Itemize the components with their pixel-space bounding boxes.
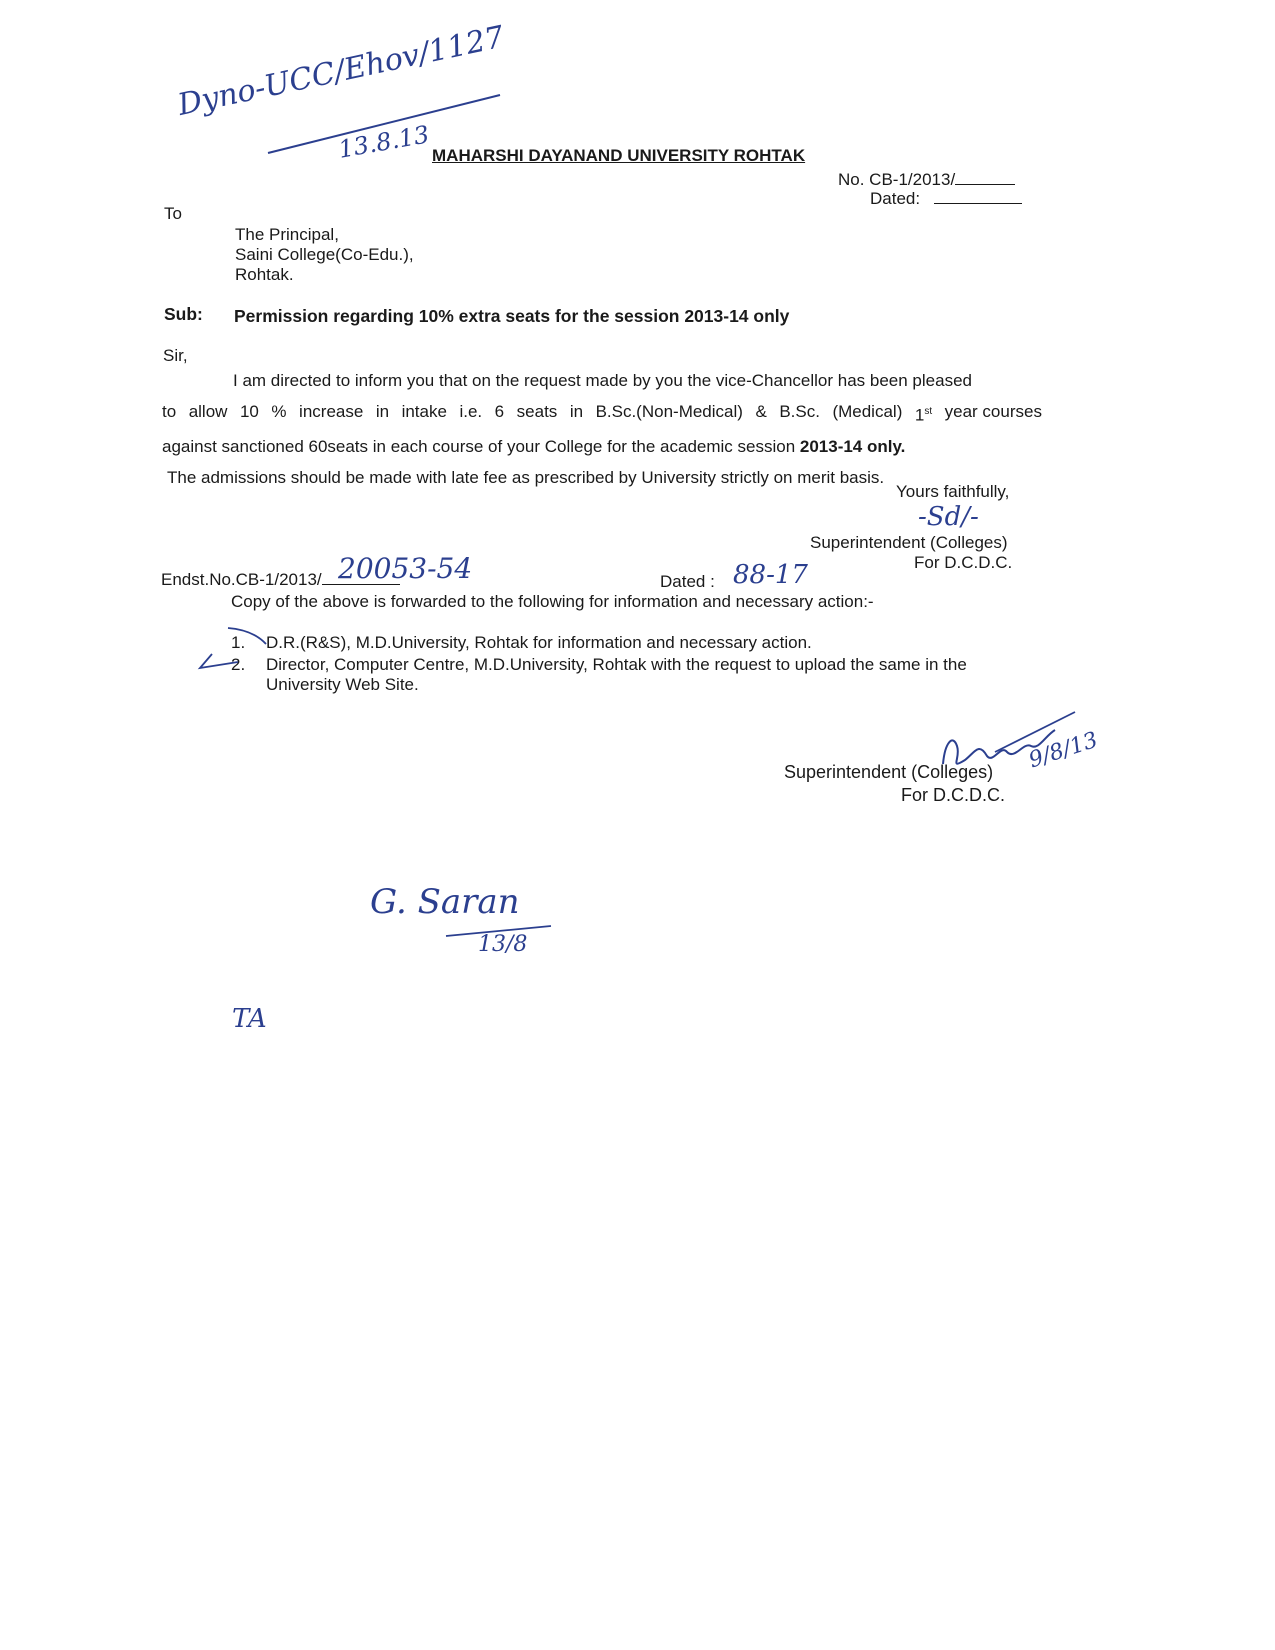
body-line-2-word: to bbox=[162, 402, 177, 421]
body-paragraph bbox=[162, 365, 1042, 493]
addressee-line-1: The Principal, bbox=[235, 225, 339, 244]
yours-faithfully: Yours faithfully, bbox=[896, 482, 1010, 501]
handwritten-endst-date: 88-17 bbox=[733, 560, 808, 590]
addressee-line-2: Saini College(Co-Edu.), bbox=[235, 245, 414, 264]
body-line-2-word: % bbox=[271, 402, 287, 421]
closing-for: For D.C.D.C. bbox=[914, 553, 1013, 572]
handwritten-bottom-signature: G. Saran bbox=[370, 882, 520, 922]
handwritten-dispatch-date: 13.8.13 bbox=[336, 120, 432, 164]
body-line-3: against sanctioned 60seats in each course of your College for the academic session 2013-14 only. bbox=[162, 436, 906, 456]
body-line-2 bbox=[162, 396, 1042, 431]
endorsement-number-label: Endst.No.CB-1/2013/ bbox=[161, 570, 322, 589]
letter-dated bbox=[870, 189, 1022, 209]
endorsement-item-1-num: 1. bbox=[231, 633, 246, 652]
endorsement-item-2-num: 2. bbox=[231, 655, 246, 674]
handwritten-tick-marks bbox=[198, 628, 268, 678]
body-line-4: The admissions should be made with late fee as prescribed by University strictly on merit basis. bbox=[167, 467, 885, 487]
body-line-2-word: B.Sc.(Non-Medical) bbox=[595, 402, 743, 421]
body-line-2-word: & bbox=[755, 402, 767, 421]
handwritten-bottom-date: 13/8 bbox=[478, 932, 528, 957]
letter-dated-label: Dated: bbox=[870, 189, 921, 208]
body-line-2-word: increase bbox=[299, 402, 364, 421]
body-line-2-word: i.e. bbox=[459, 402, 483, 421]
subject-text: Permission regarding 10% extra seats for the session 2013-14 only bbox=[234, 306, 790, 326]
letter-number-blank bbox=[955, 170, 1015, 185]
endorsement-item-2-text-cont: University Web Site. bbox=[266, 675, 419, 694]
subject-label: Sub: bbox=[164, 304, 203, 324]
letter-number bbox=[838, 170, 1015, 190]
body-line-2-year: 1st bbox=[914, 405, 933, 425]
body-line-2-word: in bbox=[375, 402, 390, 421]
closing-designation: Superintendent (Colleges) bbox=[810, 533, 1008, 552]
body-line-2-word: seats bbox=[516, 402, 558, 421]
copy-forward-line: Copy of the above is forwarded to the following for information and necessary action:- bbox=[231, 592, 874, 611]
endorsement-item-2-text: Director, Computer Centre, M.D.University, Rohtak with the request to upload the same in the bbox=[266, 655, 967, 674]
body-line-2-word: intake bbox=[401, 402, 447, 421]
to-label: To bbox=[164, 204, 182, 223]
body-line-2-word: 6 bbox=[494, 402, 505, 421]
body-line-2-word: (Medical) bbox=[832, 402, 903, 421]
body-line-1: I am directed to inform you that on the request made by you the vice-Chancellor has been pleased bbox=[233, 371, 972, 390]
university-title: MAHARSHI DAYANAND UNIVERSITY ROHTAK bbox=[432, 146, 806, 165]
closing2-for: For D.C.D.C. bbox=[901, 785, 1006, 805]
body-line-2-word: in bbox=[569, 402, 584, 421]
endorsement-dated-label: Dated : bbox=[660, 572, 715, 591]
endorsement-item-1-text: D.R.(R&S), M.D.University, Rohtak for information and necessary action. bbox=[266, 633, 812, 652]
body-line-2-word: B.Sc. bbox=[779, 402, 820, 421]
closing2-designation: Superintendent (Colleges) bbox=[784, 762, 994, 782]
addressee-line-3: Rohtak. bbox=[235, 265, 294, 284]
salutation: Sir, bbox=[163, 346, 188, 365]
handwritten-dispatch-ref: Dyno-UCC/Ehov/1127 bbox=[174, 19, 508, 123]
letter-dated-blank bbox=[934, 189, 1022, 204]
body-line-2-word: 10 bbox=[239, 402, 259, 421]
body-line-3-bold: 2013-14 only. bbox=[799, 436, 906, 456]
body-line-2-word: allow bbox=[188, 402, 228, 421]
handwritten-ta: TA bbox=[232, 1004, 267, 1034]
handwritten-endst-number: 20053-54 bbox=[338, 552, 473, 585]
body-line-2-tail: year courses bbox=[944, 402, 1042, 421]
letter-number-label: No. CB-1/2013/ bbox=[838, 170, 956, 189]
handwritten-sd: -Sd/- bbox=[918, 502, 979, 532]
handwritten-initial-date: 9/8/13 bbox=[1025, 727, 1101, 774]
